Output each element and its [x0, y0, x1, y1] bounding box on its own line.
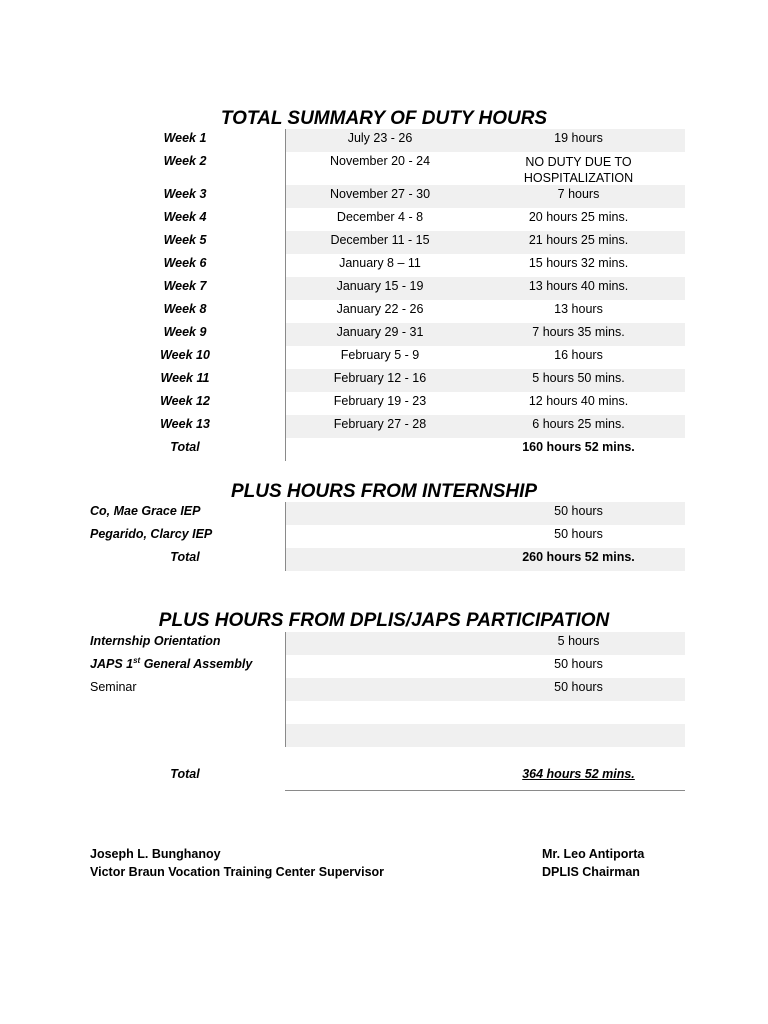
week-hours: 21 hours 25 mins. — [528, 233, 629, 247]
signatory-left-title: Victor Braun Vocation Training Center Supervisor — [90, 865, 385, 879]
grand-total-value: 364 hours 52 mins. — [522, 767, 635, 781]
week-dates: December 4 - 8 — [336, 210, 424, 224]
table-row — [0, 231, 768, 254]
week-label: Week 3 — [163, 187, 207, 201]
table-row — [0, 185, 768, 208]
activity-name: Seminar — [90, 680, 137, 694]
total-row — [0, 548, 768, 571]
signatory-right-name: Mr. Leo Antiporta — [542, 847, 645, 861]
week-label: Week 1 — [163, 131, 207, 145]
week-dates: February 12 - 16 — [333, 371, 427, 385]
week-dates: January 29 - 31 — [336, 325, 424, 339]
table-row — [0, 502, 768, 525]
internship-table — [0, 502, 768, 571]
participation-title: PLUS HOURS FROM DPLIS/JAPS PARTICIPATION — [158, 610, 610, 631]
table-row — [0, 415, 768, 438]
week-label: Week 2 — [163, 154, 207, 168]
table-row — [0, 129, 768, 152]
table-row — [0, 369, 768, 392]
participation-table — [0, 632, 768, 747]
table-row — [0, 632, 768, 655]
week-hours: 12 hours 40 mins. — [528, 394, 629, 408]
week-dates: July 23 - 26 — [347, 131, 413, 145]
week-dates: November 27 - 30 — [329, 187, 431, 201]
week-label: Week 5 — [163, 233, 207, 247]
table-row — [0, 208, 768, 231]
week-dates: November 20 - 24 — [329, 154, 431, 168]
week-hours: 7 hours — [557, 187, 600, 201]
activity-hours: 50 hours — [554, 680, 603, 694]
table-row — [0, 346, 768, 369]
total-label: Total — [170, 440, 200, 454]
week-label: Week 8 — [163, 302, 207, 316]
week-hours: 19 hours — [554, 131, 603, 145]
duty-table — [0, 129, 768, 461]
week-dates: February 27 - 28 — [333, 417, 427, 431]
week-label: Week 9 — [163, 325, 207, 339]
internship-title: PLUS HOURS FROM INTERNSHIP — [230, 481, 538, 502]
week-dates: January 22 - 26 — [336, 302, 424, 316]
week-dates: February 19 - 23 — [333, 394, 427, 408]
week-hours: 15 hours 32 mins. — [528, 256, 629, 270]
week-hours: NO DUTY DUE TO HOSPITALIZATION — [523, 155, 634, 185]
activity-name: JAPS 1st General Assembly — [90, 655, 253, 671]
week-dates: December 11 - 15 — [330, 233, 430, 247]
table-row — [0, 300, 768, 323]
week-label: Week 13 — [160, 417, 210, 431]
table-row — [0, 701, 768, 724]
week-label: Week 4 — [163, 210, 207, 224]
table-row — [0, 392, 768, 415]
total-value: 260 hours 52 mins. — [522, 550, 635, 564]
week-dates: January 15 - 19 — [336, 279, 424, 293]
signatory-left-name: Joseph L. Bunghanoy — [90, 847, 221, 861]
week-hours: 5 hours 50 mins. — [532, 371, 625, 385]
week-hours: 13 hours — [554, 302, 603, 316]
week-label: Week 6 — [163, 256, 207, 270]
week-hours: 13 hours 40 mins. — [528, 279, 629, 293]
table-row — [0, 724, 768, 747]
duty-summary-title: TOTAL SUMMARY OF DUTY HOURS — [220, 108, 548, 129]
total-label: Total — [170, 767, 200, 781]
table-row — [0, 323, 768, 346]
table-row — [0, 678, 768, 701]
signatory-right-title: DPLIS Chairman — [542, 865, 640, 879]
intern-name: Pegarido, Clarcy IEP — [90, 527, 213, 541]
activity-hours: 50 hours — [554, 657, 603, 671]
activity-hours: 5 hours — [557, 634, 600, 648]
week-hours: 6 hours 25 mins. — [532, 417, 625, 431]
week-label: Week 12 — [160, 394, 210, 408]
activity-name: Internship Orientation — [90, 634, 221, 648]
total-label: Total — [170, 550, 200, 564]
week-dates: January 8 – 11 — [339, 256, 421, 270]
week-hours: 16 hours — [554, 348, 603, 362]
week-label: Week 11 — [160, 371, 210, 385]
week-dates: February 5 - 9 — [340, 348, 420, 362]
table-row — [0, 655, 768, 678]
table-row — [0, 254, 768, 277]
signatory-left — [90, 845, 384, 881]
week-hours: 20 hours 25 mins. — [528, 210, 629, 224]
intern-hours: 50 hours — [554, 504, 603, 518]
total-underline — [285, 790, 685, 791]
table-row — [0, 277, 768, 300]
total-value: 160 hours 52 mins. — [522, 440, 635, 454]
table-row — [0, 525, 768, 548]
total-row — [0, 438, 768, 461]
table-row — [0, 152, 768, 185]
week-label: Week 10 — [160, 348, 210, 362]
intern-hours: 50 hours — [554, 527, 603, 541]
week-hours: 7 hours 35 mins. — [532, 325, 625, 339]
signatory-right — [542, 845, 644, 881]
week-label: Week 7 — [163, 279, 207, 293]
intern-name: Co, Mae Grace IEP — [90, 504, 201, 518]
